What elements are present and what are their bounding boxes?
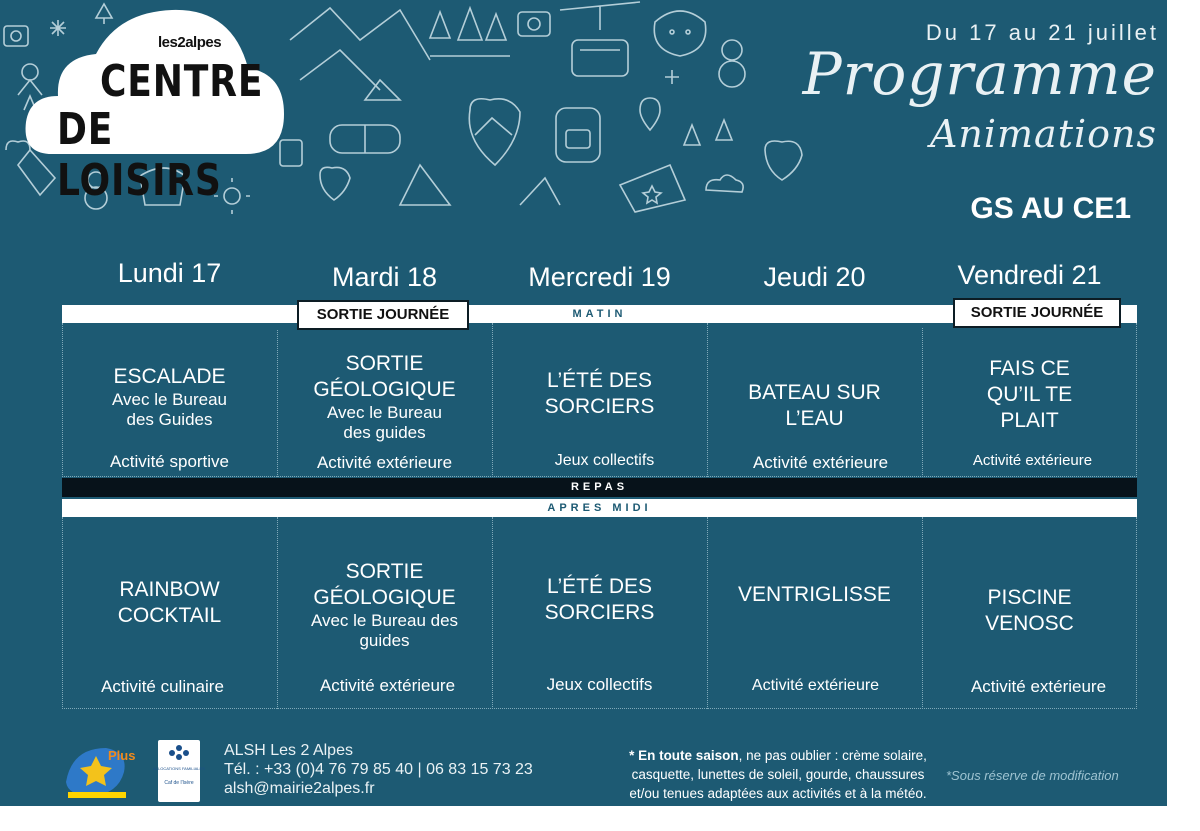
caf-text: ALLOCATIONS FAMILIALES: [153, 766, 205, 771]
disclaimer: *Sous réserve de modification: [946, 768, 1119, 783]
contact-block: [224, 741, 533, 798]
morning-cell-thursday: [707, 380, 922, 432]
caf-logo: [153, 740, 205, 802]
logo-line1: CENTRE: [100, 56, 264, 107]
contact-name: ALSH Les 2 Alpes: [224, 742, 353, 759]
contact-phone: Tél. : +33 (0)4 76 79 85 40 | 06 83 15 73 23: [224, 761, 533, 778]
activity-title: L’ÉTÉ DES SORCIERS: [544, 369, 655, 418]
logo-line2: DE LOISIRS: [57, 104, 222, 206]
activity-title: BATEAU SUR L’EAU: [748, 381, 881, 430]
activity-type: Activité extérieure: [751, 677, 880, 694]
activity-title: FAIS CE QU’IL TE PLAIT: [986, 357, 1073, 432]
activity-type: Activité extérieure: [319, 676, 456, 695]
note-rest: , ne pas oublier : crème solaire,: [738, 748, 927, 763]
afternoon-cell-friday: [922, 585, 1137, 637]
activity-type: Activité culinaire: [101, 677, 224, 696]
bar-lunch: REPAS: [62, 478, 1137, 497]
afternoon-cell-thursday: [707, 582, 922, 608]
note-line2: casquette, lunettes de soleil, gourde, chaussures: [631, 767, 925, 782]
activity-title: SORTIE GÉOLOGIQUE: [313, 560, 456, 609]
activity-title: L’ÉTÉ DES SORCIERS: [544, 575, 655, 624]
note-line3: et/ou tenues adaptées aux activités et à la météo.: [629, 786, 927, 801]
bar-afternoon: APRES MIDI: [62, 499, 1137, 517]
morning-cell-friday: [922, 356, 1137, 434]
logo-centre-de-loisirs: [22, 4, 284, 206]
day-header-thursday: Jeudi 20: [763, 262, 866, 292]
afternoon-cell-monday: [62, 577, 277, 629]
activity-type: Jeux collectifs: [554, 452, 655, 469]
activity-type: Activité sportive: [109, 452, 230, 471]
caf-text-2: Caf de l'Isère: [164, 780, 194, 786]
grid-line: [62, 476, 1137, 477]
contact-email[interactable]: alsh@mairie2alpes.fr: [224, 780, 375, 797]
activity-title: VENTRIGLISSE: [738, 583, 891, 606]
activity-type: Activité extérieure: [752, 453, 889, 472]
note-bold: * En toute saison: [629, 748, 739, 763]
caf-logo-icon: [153, 740, 205, 802]
title-animations: Animations: [929, 112, 1157, 156]
activity-type: Jeux collectifs: [546, 675, 653, 694]
plus-logo-text: Plus: [108, 748, 136, 763]
day-header-friday: Vendredi 21: [957, 260, 1102, 290]
activity-subtitle: Avec le Bureau des guides: [310, 611, 459, 650]
activity-title: PISCINE VENOSC: [985, 586, 1074, 635]
plus-logo: [62, 742, 136, 802]
activity-title: SORTIE GÉOLOGIQUE: [313, 352, 456, 401]
title-programme: Programme: [802, 40, 1157, 108]
day-header-wednesday: Mercredi 19: [528, 262, 671, 292]
morning-cell-monday: [62, 364, 277, 430]
activity-subtitle: Avec le Bureau des Guides: [112, 390, 227, 429]
afternoon-cell-tuesday: [277, 559, 492, 651]
morning-cell-tuesday: [277, 351, 492, 443]
level-label: GS AU CE1: [970, 192, 1131, 225]
activity-type: Activité extérieure: [316, 453, 453, 472]
grid-line: [62, 708, 1137, 709]
activity-title: RAINBOW COCKTAIL: [117, 578, 222, 627]
morning-cell-wednesday: [492, 368, 707, 420]
badge-day-trip-friday: SORTIE JOURNÉE: [953, 298, 1121, 328]
bar-morning: MATIN: [62, 305, 1137, 323]
plus-logo-icon: [62, 742, 136, 802]
activity-type: Activité extérieure: [972, 452, 1093, 469]
dates: Du 17 au 21 juillet: [925, 20, 1159, 45]
badge-day-trip-tuesday: SORTIE JOURNÉE: [297, 300, 469, 330]
logo-brand: les2alpes: [158, 34, 222, 51]
day-header-tuesday: Mardi 18: [331, 262, 438, 292]
activity-subtitle: Avec le Bureau des guides: [327, 403, 442, 442]
afternoon-cell-wednesday: [492, 574, 707, 626]
activity-type: Activité extérieure: [970, 677, 1107, 696]
activity-title: ESCALADE: [113, 365, 226, 388]
day-header-monday: Lundi 17: [117, 258, 222, 288]
packing-note: [598, 746, 958, 803]
